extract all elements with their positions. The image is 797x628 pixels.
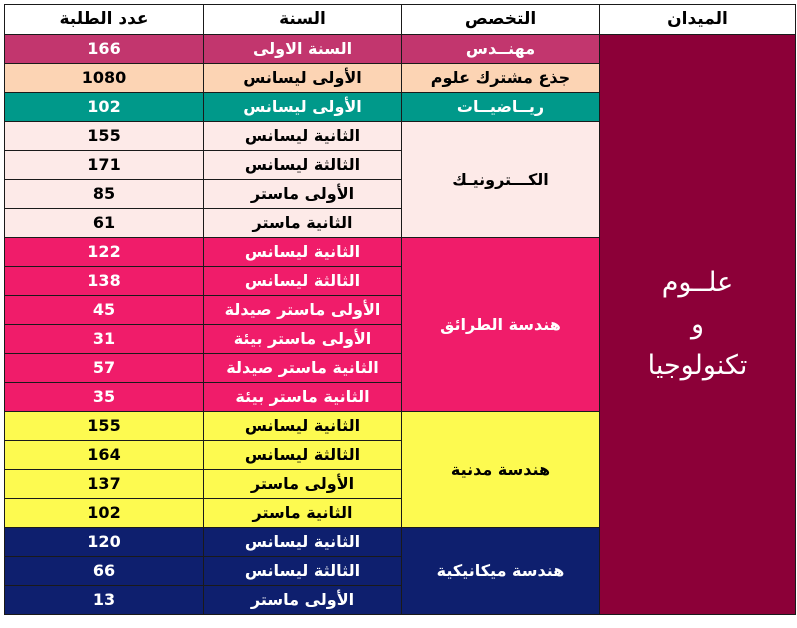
year-cell: الأولى ماستر: [204, 586, 402, 615]
year-cell: الثانية ليسانس: [204, 412, 402, 441]
year-cell: الثانية ماستر: [204, 209, 402, 238]
domain-cell: [600, 35, 796, 615]
year-cell: الأولى ماستر: [204, 470, 402, 499]
students-table-container: [4, 4, 796, 615]
student-count-cell: 45: [5, 296, 204, 325]
year-cell: الأولى ماستر صيدلة: [204, 296, 402, 325]
student-count-cell: 102: [5, 93, 204, 122]
year-cell: الثانية ليسانس: [204, 528, 402, 557]
student-count-cell: 102: [5, 499, 204, 528]
student-count-cell: 1080: [5, 64, 204, 93]
year-cell: الأولى ليسانس: [204, 64, 402, 93]
student-count-cell: 155: [5, 122, 204, 151]
student-count-cell: 166: [5, 35, 204, 64]
student-count-cell: 120: [5, 528, 204, 557]
student-count-cell: 138: [5, 267, 204, 296]
student-count-cell: 164: [5, 441, 204, 470]
domain-line1: علــوم: [661, 266, 734, 298]
student-count-cell: 35: [5, 383, 204, 412]
year-cell: الأولى ماستر: [204, 180, 402, 209]
specialty-cell: جذع مشترك علوم: [402, 64, 600, 93]
domain-line3: تكنولوجيا: [647, 350, 748, 382]
year-cell: الثانية ليسانس: [204, 122, 402, 151]
table-row: [5, 35, 796, 64]
year-cell: الأولى ماستر بيئة: [204, 325, 402, 354]
year-cell: الثانية ماستر بيئة: [204, 383, 402, 412]
specialty-cell: الكـــترونيـك: [402, 122, 600, 238]
student-count-cell: 122: [5, 238, 204, 267]
year-cell: الأولى ليسانس: [204, 93, 402, 122]
header-students: عدد الطلبة: [5, 5, 204, 35]
year-cell: الثالثة ليسانس: [204, 557, 402, 586]
specialty-cell: هندسة الطرائق: [402, 238, 600, 412]
year-cell: الثانية ماستر صيدلة: [204, 354, 402, 383]
student-count-cell: 85: [5, 180, 204, 209]
header-row: [5, 5, 796, 35]
student-count-cell: 57: [5, 354, 204, 383]
specialty-cell: هندسة ميكانيكية: [402, 528, 600, 615]
student-count-cell: 61: [5, 209, 204, 238]
year-cell: الثالثة ليسانس: [204, 151, 402, 180]
year-cell: الثانية ليسانس: [204, 238, 402, 267]
specialty-cell: هندسة مدنية: [402, 412, 600, 528]
year-cell: الثالثة ليسانس: [204, 267, 402, 296]
year-cell: السنة الاولى: [204, 35, 402, 64]
student-count-cell: 66: [5, 557, 204, 586]
year-cell: الثانية ماستر: [204, 499, 402, 528]
header-specialty: التخصص: [402, 5, 600, 35]
year-cell: الثالثة ليسانس: [204, 441, 402, 470]
students-table: [4, 4, 796, 615]
header-year: السنة: [204, 5, 402, 35]
student-count-cell: 31: [5, 325, 204, 354]
header-domain: الميدان: [600, 5, 796, 35]
table-body: [5, 35, 796, 615]
student-count-cell: 171: [5, 151, 204, 180]
student-count-cell: 137: [5, 470, 204, 499]
student-count-cell: 155: [5, 412, 204, 441]
domain-line2: و: [690, 308, 705, 340]
specialty-cell: مهنــدس: [402, 35, 600, 64]
student-count-cell: 13: [5, 586, 204, 615]
specialty-cell: ريــاضيــات: [402, 93, 600, 122]
